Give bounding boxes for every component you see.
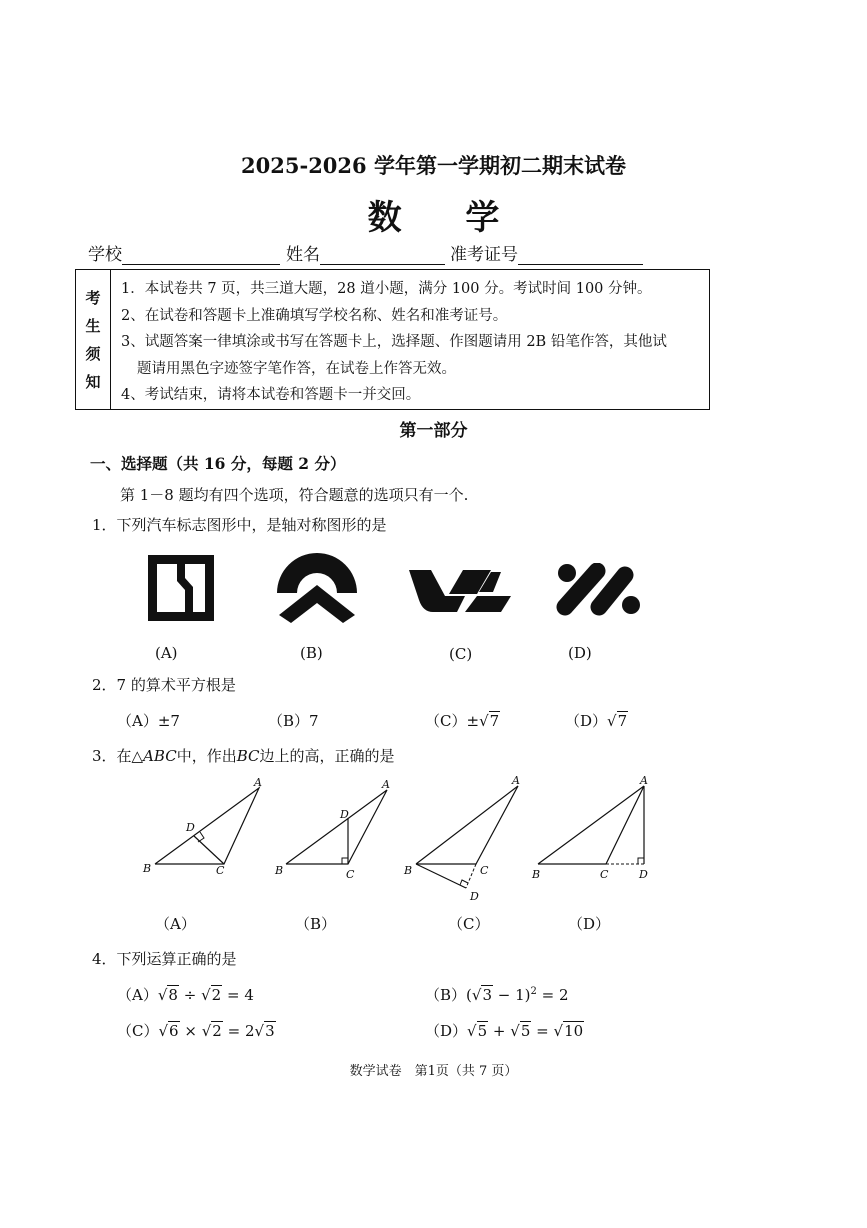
sqrt-expression: √5	[510, 1022, 531, 1040]
option-label: （A）	[117, 712, 158, 730]
section-instruction: 第 1－8 题均有四个选项，符合题意的选项只有一个.	[120, 486, 469, 504]
operator: =	[536, 1022, 549, 1040]
result: = 2	[541, 986, 569, 1004]
radicand: 6	[169, 1022, 179, 1040]
sqrt-expression: √8	[157, 986, 178, 1004]
logo-c-image	[405, 566, 515, 616]
notice-item: 3、试题答案一律填涂或书写在答题卡上，选择题、作图题请用 2B 铅笔作答，其他试	[121, 334, 667, 350]
q2-option-b	[268, 710, 319, 731]
notice-item: 1．本试卷共 7 页，共三道大题，28 道小题，满分 100 分。考试时间 100 分钟。	[121, 281, 652, 297]
q3-label-b: （B）	[295, 915, 337, 933]
q4-option-d	[425, 1020, 584, 1041]
name-field	[286, 240, 445, 265]
q4-stem: 4．下列运算正确的是	[92, 950, 237, 968]
notice-items	[121, 276, 706, 409]
result: = 2	[227, 1022, 255, 1040]
q2-option-a	[117, 710, 180, 731]
sqrt-expression: √6	[158, 1022, 179, 1040]
option-label: （C）	[117, 1022, 159, 1040]
triangle-symbol: △	[131, 747, 144, 765]
option-label: （B）	[268, 712, 310, 730]
option-label: （C）	[425, 712, 467, 730]
q1-label-a: (A)	[155, 644, 178, 662]
notice-item: 4、考试结束，请将本试卷和答题卡一并交回。	[121, 387, 421, 403]
q3-label-c: （C）	[448, 915, 490, 933]
logo-d-image	[555, 563, 643, 617]
radicand: 2	[212, 1022, 222, 1040]
q4-option-a	[117, 984, 254, 1005]
q3-figure-a	[138, 778, 268, 878]
notice-item: 2、在试卷和答题卡上准确填写学校名称、姓名和准考证号。	[121, 307, 508, 324]
point-label: D	[340, 808, 349, 821]
q4-option-b	[425, 984, 569, 1005]
option-value: ±7	[157, 712, 180, 730]
point-label: B	[143, 862, 152, 875]
name-label: 姓名	[286, 245, 320, 265]
notice-box	[75, 269, 710, 410]
subject-title: 数 学	[367, 198, 526, 238]
q1-stem: 1．下列汽车标志图形中，是轴对称图形的是	[92, 516, 387, 534]
q3-stem-pre: 3．在	[92, 747, 132, 765]
radicand: 10	[564, 1022, 584, 1040]
point-label: B	[275, 864, 284, 877]
exam-id-blank	[518, 246, 643, 265]
section-title: 一、选择题（共 16 分，每题 2 分）	[90, 454, 346, 473]
q2-stem: 2．7 的算术平方根是	[92, 676, 236, 694]
notice-label	[76, 270, 111, 409]
option-label: （A）	[117, 986, 158, 1004]
notice-item: 题请用黑色字迹签字笔作答，在试卷上作答无效。	[137, 360, 456, 377]
q4-option-c	[117, 1020, 276, 1041]
exponent: 2	[530, 986, 537, 997]
option-label: （B）	[425, 986, 467, 1004]
operator: − 1)	[497, 986, 531, 1004]
radicand: 3	[482, 986, 492, 1004]
side-name: BC	[236, 747, 260, 765]
q3-stem	[92, 745, 395, 766]
q3-figure-d	[528, 770, 658, 880]
option-label: （D）	[425, 1022, 468, 1040]
sqrt-expression: √5	[467, 1022, 488, 1040]
page-footer: 数学试卷 第1页（共 7 页）	[349, 1064, 518, 1079]
option-label: （D）	[565, 712, 608, 730]
school-blank	[122, 246, 280, 265]
q3-stem-mid: 中，作出	[176, 747, 237, 765]
sqrt-expression: √3	[471, 986, 492, 1004]
sqrt-expression: √10	[553, 1022, 584, 1040]
q3-stem-post: 边上的高，正确的是	[259, 747, 395, 765]
exam-id-field	[450, 240, 643, 265]
point-label: A	[254, 778, 262, 789]
operator: +	[492, 1022, 506, 1040]
radicand: 7	[489, 712, 500, 730]
exam-id-label: 准考证号	[450, 245, 518, 265]
point-label: D	[470, 890, 479, 902]
point-label: D	[186, 821, 195, 834]
point-label: A	[382, 778, 390, 791]
q1-label-d: (D)	[568, 644, 592, 662]
point-label: C	[216, 864, 225, 877]
radicand: 5	[477, 1022, 488, 1040]
triangle-name: ABC	[143, 747, 177, 765]
radicand: 5	[520, 1022, 531, 1040]
school-field	[88, 240, 280, 265]
q3-figure-c	[400, 770, 530, 902]
notice-label-char: 考	[85, 288, 101, 307]
q1-label-c: (C)	[449, 645, 473, 663]
paren-open: (	[466, 986, 472, 1004]
logo-a-image	[146, 553, 216, 623]
school-label: 学校	[88, 245, 122, 265]
part-title: 第一部分	[399, 421, 468, 441]
q2-option-c	[425, 710, 500, 731]
point-label: A	[512, 774, 520, 787]
point-label: A	[640, 774, 648, 787]
radicand: 7	[617, 712, 628, 730]
option-value: 7	[309, 712, 319, 730]
q3-figure-b	[272, 778, 397, 878]
point-label: D	[639, 868, 648, 880]
sqrt-expression: √2	[201, 1022, 222, 1040]
notice-label-char: 知	[85, 372, 101, 391]
sqrt-expression: √7	[607, 712, 628, 730]
plus-minus-sign: ±	[466, 712, 480, 730]
q3-label-d: （D）	[568, 915, 611, 933]
sqrt-expression: √7	[479, 712, 500, 730]
exam-title: 2025-2026 学年第一学期初二期末试卷	[241, 153, 626, 178]
sqrt-expression: √2	[201, 986, 222, 1004]
q2-option-d	[565, 710, 628, 731]
point-label: B	[532, 868, 541, 880]
sqrt-expression: √3	[254, 1022, 275, 1040]
point-label: C	[480, 864, 489, 877]
operator: ×	[184, 1022, 197, 1040]
name-blank	[320, 246, 445, 265]
radicand: 2	[211, 986, 222, 1004]
radicand: 8	[168, 986, 178, 1004]
point-label: B	[404, 864, 413, 877]
q1-label-b: (B)	[300, 644, 323, 662]
result: = 4	[226, 986, 254, 1004]
notice-label-char: 生	[85, 316, 101, 335]
point-label: C	[346, 868, 355, 878]
logo-b-image	[273, 553, 361, 625]
radicand: 3	[265, 1022, 275, 1040]
point-label: C	[600, 868, 609, 880]
notice-label-char: 须	[85, 344, 101, 363]
q3-label-a: （A）	[155, 915, 196, 933]
operator: ÷	[183, 986, 197, 1004]
